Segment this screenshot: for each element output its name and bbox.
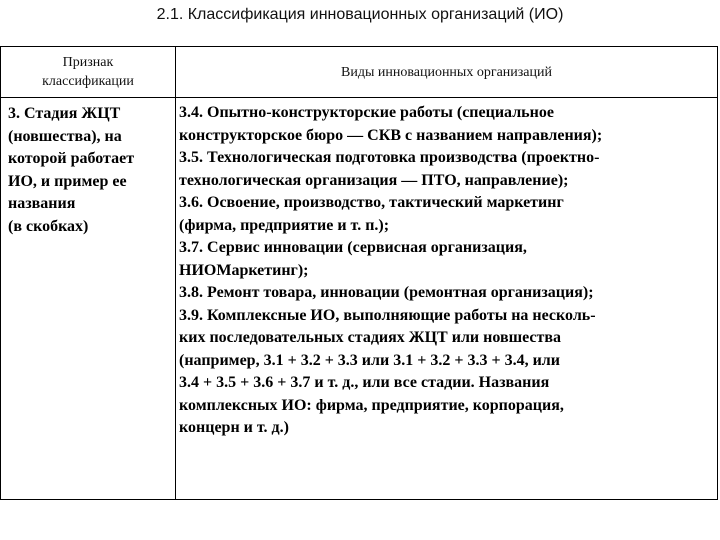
types-line: НИОМаркетинг); <box>179 261 309 279</box>
types-line: 3.7. Сервис инновации (сервисная организация, <box>179 239 527 256</box>
criterion-line: (в скобках) <box>8 217 89 235</box>
types-line: 3.9. Комплексные ИО, выполняющие работы на несколь- <box>179 306 596 324</box>
types-line: ких последовательных стадиях ЖЦТ или новшества <box>179 329 561 346</box>
types-line: 3.5. Технологическая подготовка производства (проектно- <box>179 149 600 166</box>
column-divider <box>175 47 176 499</box>
types-line: (фирма, предприятие и т. п.); <box>179 216 390 234</box>
types-line: 3.8. Ремонт товара, инновации (ремонтная организация); <box>179 284 594 301</box>
types-line: 3.4 + 3.5 + 3.6 + 3.7 и т. д., или все стадии. Названия <box>179 374 550 391</box>
header-divider <box>1 97 717 98</box>
types-line: технологическая организация — ПТО, направление); <box>179 171 569 189</box>
types-line: комплексных ИО: фирма, предприятие, корпорация, <box>179 396 564 414</box>
header-left-line: Признак <box>62 55 114 70</box>
criterion-line: названия <box>8 195 76 212</box>
header-right-text: Виды инновационных организаций <box>340 65 552 80</box>
page-title: 2.1. Классификация инновационных организаций (ИО) <box>156 6 564 23</box>
types-line: 3.4. Опытно-конструкторские работы (специальное <box>179 104 554 121</box>
criterion-line: (новшества), на <box>8 127 122 145</box>
types-line: (например, 3.1 + 3.2 + 3.3 или 3.1 + 3.2 + 3.3 + 3.4, или <box>179 351 560 369</box>
organization-types-cell <box>179 102 602 440</box>
types-line: конструкторское бюро — СКВ с названием направления); <box>179 126 603 144</box>
criterion-cell <box>8 103 134 238</box>
header-organization-types <box>176 63 717 82</box>
types-line: 3.6. Освоение, производство, тактический маркетинг <box>179 194 564 211</box>
criterion-line: ИО, и пример ее <box>8 172 127 190</box>
criterion-line: 3. Стадия ЖЦТ <box>8 105 121 122</box>
header-classification-criterion <box>1 53 175 91</box>
criterion-line: которой работает <box>8 150 135 167</box>
types-line: концерн и т. д.) <box>179 419 289 436</box>
header-left-line: классификации <box>42 74 134 89</box>
